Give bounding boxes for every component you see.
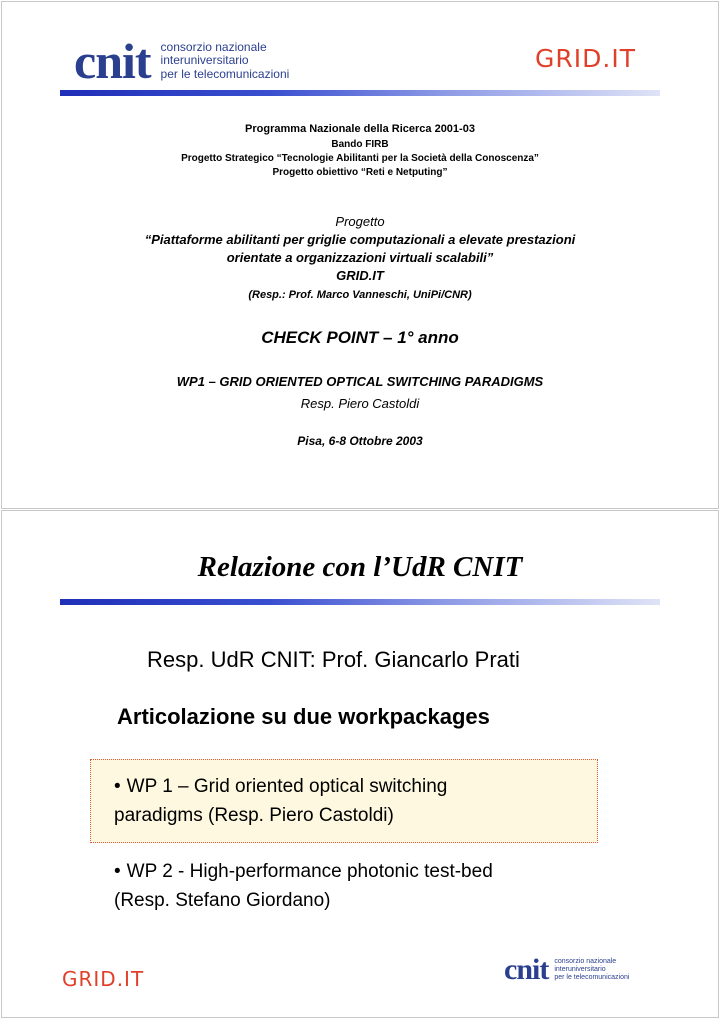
cnit-logo-footer [504, 953, 629, 987]
bando-line: Bando FIRB [331, 139, 389, 150]
cnit-logo-line3: per le telecomunicazioni [160, 66, 290, 81]
slide-title: Relazione con l’UdR CNIT [197, 551, 523, 583]
programma-line: Programma Nazionale della Ricerca 2001-03 [245, 123, 475, 135]
wp1-item-line2: paradigms (Resp. Piero Castoldi) [114, 805, 394, 826]
wp1-item-line1 [114, 773, 447, 801]
cnit-logo-word: cnit [74, 33, 151, 89]
wp2-item-line2: (Resp. Stefano Giordano) [114, 890, 331, 911]
cnit-logo-footer-line3: per le telecomunicazioni [554, 973, 630, 981]
cnit-logo-footer-word: cnit [504, 953, 549, 986]
project-title-line1: “Piattaforme abilitanti per griglie computazionali a elevate prestazioni [144, 232, 576, 247]
bullet-icon: • [114, 861, 121, 882]
cnit-logo-footer-line1: consorzio nazionale [554, 958, 617, 966]
cnit-logo-footer-text [554, 958, 629, 981]
wp1-highlight-box [90, 759, 598, 843]
progetto-obiettivo-line: Progetto obiettivo “Reti e Netputing” [272, 167, 448, 178]
wp1-title: WP1 – GRID ORIENTED OPTICAL SWITCHING PARADIGMS [176, 374, 544, 389]
wp2-item-text1: WP 2 - High-performance photonic test-bed [126, 861, 493, 882]
meeting-date: Pisa, 6-8 Ottobre 2003 [297, 434, 423, 448]
wp1-item-text1: WP 1 – Grid oriented optical switching [126, 776, 448, 797]
cnit-logo-footer-line2: interuniversitario [554, 966, 606, 974]
header-divider-bar [60, 90, 660, 96]
grid-it-logo-footer: GRID.IT [62, 967, 145, 991]
project-name: GRID.IT [336, 268, 384, 283]
title-divider-bar [60, 599, 660, 605]
udr-responsible: Resp. UdR CNIT: Prof. Giancarlo Prati [147, 647, 520, 672]
bullet-icon: • [114, 776, 121, 797]
wp2-item-line1 [114, 858, 493, 886]
progetto-label: Progetto [335, 214, 385, 229]
wp1-responsible: Resp. Piero Castoldi [300, 396, 420, 411]
slide-1 [1, 1, 719, 509]
project-responsible: (Resp.: Prof. Marco Vanneschi, UniPi/CNR) [248, 289, 472, 301]
cnit-logo-line1: consorzio nazionale [160, 39, 267, 54]
progetto-strategico-line: Progetto Strategico “Tecnologie Abilitanti per la Società della Conoscenza” [181, 153, 539, 164]
project-title-line2: orientate a organizzazioni virtuali scalabili” [226, 250, 494, 265]
cnit-logo [74, 32, 289, 90]
articolazione-heading: Articolazione su due workpackages [117, 704, 490, 729]
cnit-logo-line2: interuniversitario [160, 53, 249, 68]
cnit-logo-text [161, 41, 290, 81]
check-point-heading: CHECK POINT – 1° anno [261, 328, 459, 347]
slide-2 [1, 510, 719, 1018]
grid-it-logo: GRID.IT [535, 44, 636, 73]
